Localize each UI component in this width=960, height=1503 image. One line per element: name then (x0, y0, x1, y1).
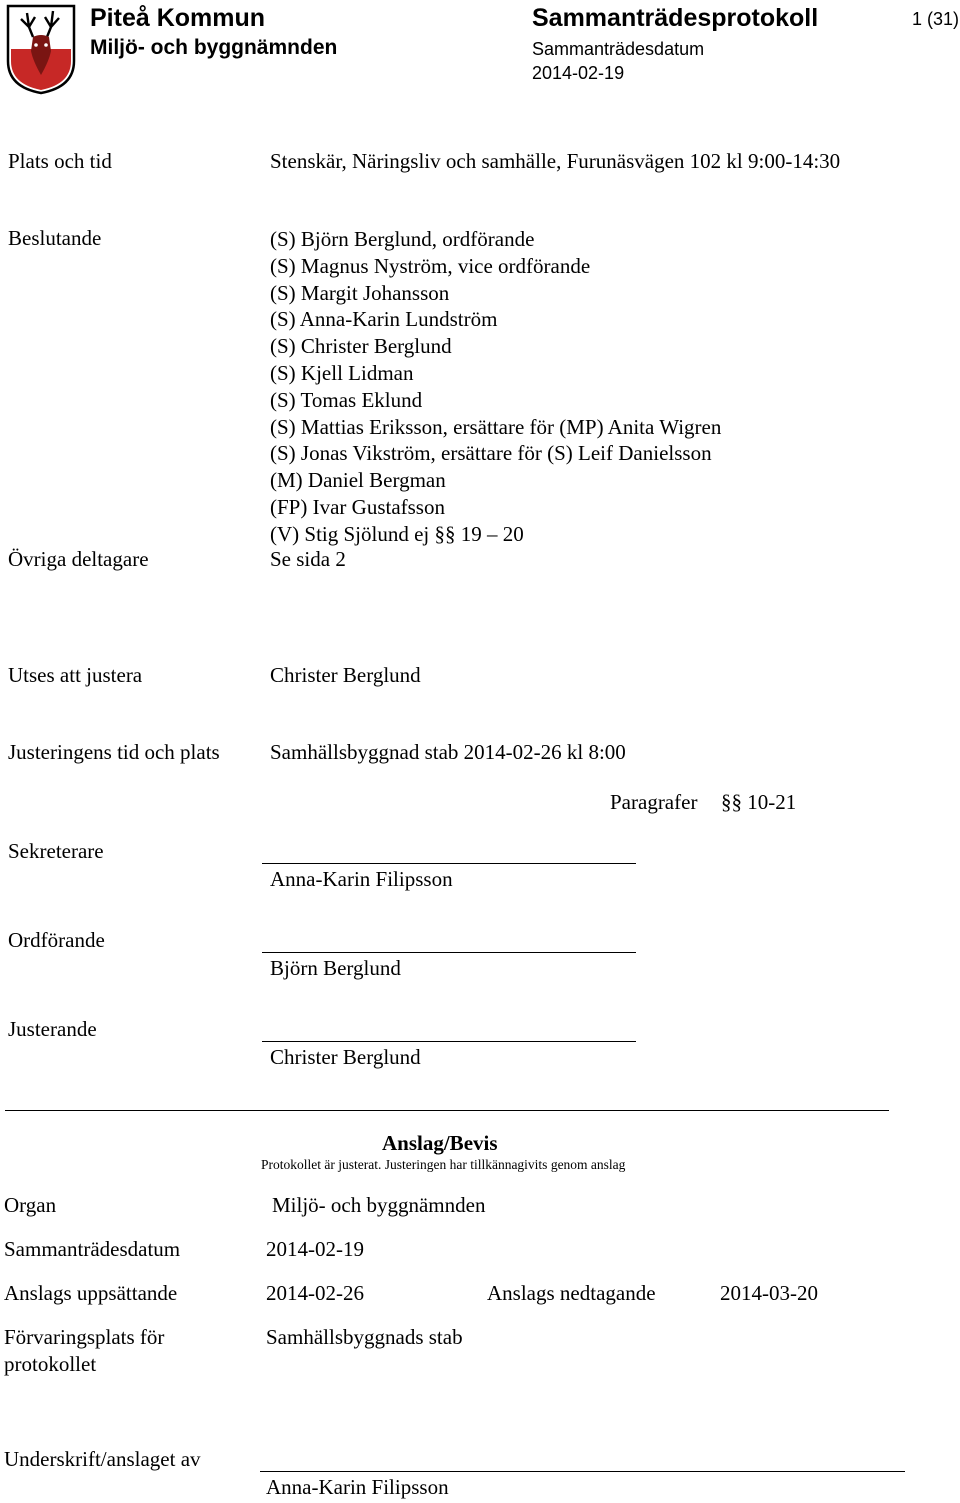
notice-subtitle: Protokollet är justerat. Justeringen har tillkännagivits genom anslag (261, 1157, 626, 1172)
chairman-label: Ordförande (8, 928, 105, 952)
document-title: Sammanträdesprotokoll (532, 4, 819, 32)
paragraphs-value: §§ 10-21 (721, 790, 797, 814)
place-label: Plats och tid (8, 149, 112, 173)
signed-by-name: Anna-Karin Filipsson (266, 1475, 449, 1499)
organ-value: Miljö- och byggnämnden (272, 1193, 486, 1217)
page-number: 1 (31) (912, 9, 960, 29)
notice-meeting-date-value: 2014-02-19 (266, 1237, 364, 1261)
notice-meeting-date-label: Sammanträdesdatum (4, 1237, 181, 1261)
list-item: (S) Anna-Karin Lundström (270, 307, 498, 332)
chairman-signature-line (262, 952, 636, 953)
appointed-adjuster-value: Christer Berglund (270, 663, 421, 687)
list-item: (S) Magnus Nyström, vice ordförande (270, 253, 591, 278)
organ-label: Organ (4, 1193, 57, 1217)
list-item: (V) Stig Sjölund ej §§ 19 – 20 (270, 521, 524, 546)
adjuster-label: Justerande (8, 1017, 97, 1041)
meeting-date: 2014-02-19 (532, 63, 625, 83)
notice-posted-label: Anslags uppsättande (4, 1281, 178, 1305)
reindeer-coat-of-arms-icon (5, 3, 77, 95)
list-item: (FP) Ivar Gustafsson (270, 494, 445, 519)
decision-makers-label: Beslutande (8, 226, 102, 250)
notice-divider (5, 1110, 889, 1111)
decision-makers-list (270, 226, 721, 548)
adjuster-name: Christer Berglund (270, 1045, 421, 1069)
list-item: (S) Jonas Vikström, ersättare för (S) Leif Danielsson (270, 441, 712, 466)
adjustment-time-place-label: Justeringens tid och plats (8, 740, 220, 764)
adjustment-time-place-value: Samhällsbyggnad stab 2014-02-26 kl 8:00 (270, 740, 626, 764)
notice-removed-value: 2014-03-20 (720, 1281, 818, 1305)
storage-label-line2: protokollet (4, 1352, 97, 1376)
list-item: (M) Daniel Bergman (270, 468, 446, 493)
other-participants-value: Se sida 2 (270, 547, 346, 571)
other-participants-label: Övriga deltagare (8, 547, 149, 571)
secretary-signature-line (262, 863, 636, 864)
appointed-adjuster-label: Utses att justera (8, 663, 143, 687)
list-item: (S) Margit Johansson (270, 280, 450, 305)
notice-title: Anslag/Bevis (382, 1131, 498, 1155)
notice-posted-value: 2014-02-26 (266, 1281, 364, 1305)
department-name: Miljö- och byggnämnden (90, 36, 338, 59)
storage-value: Samhällsbyggnads stab (266, 1325, 463, 1349)
list-item: (S) Christer Berglund (270, 334, 452, 359)
list-item: (S) Mattias Eriksson, ersättare för (MP) Anita Wigren (270, 414, 722, 439)
list-item: (S) Björn Berglund, ordförande (270, 227, 535, 251)
storage-label-line1: Förvaringsplats för (4, 1325, 165, 1349)
list-item: (S) Kjell Lidman (270, 360, 414, 385)
adjuster-signature-line (262, 1041, 636, 1042)
list-item: (S) Tomas Eklund (270, 387, 423, 412)
organization-name: Piteå Kommun (90, 4, 266, 32)
meeting-date-label: Sammanträdesdatum (532, 39, 705, 59)
notice-removed-label: Anslags nedtagande (487, 1281, 656, 1305)
chairman-name: Björn Berglund (270, 956, 401, 980)
paragraphs-label: Paragrafer (610, 790, 698, 814)
signed-by-label: Underskrift/anslaget av (4, 1447, 201, 1471)
secretary-label: Sekreterare (8, 839, 104, 863)
secretary-name: Anna-Karin Filipsson (270, 867, 453, 891)
place-value: Stenskär, Näringsliv och samhälle, Furunäsvägen 102 kl 9:00-14:30 (270, 149, 841, 173)
signed-by-signature-line (260, 1471, 905, 1472)
